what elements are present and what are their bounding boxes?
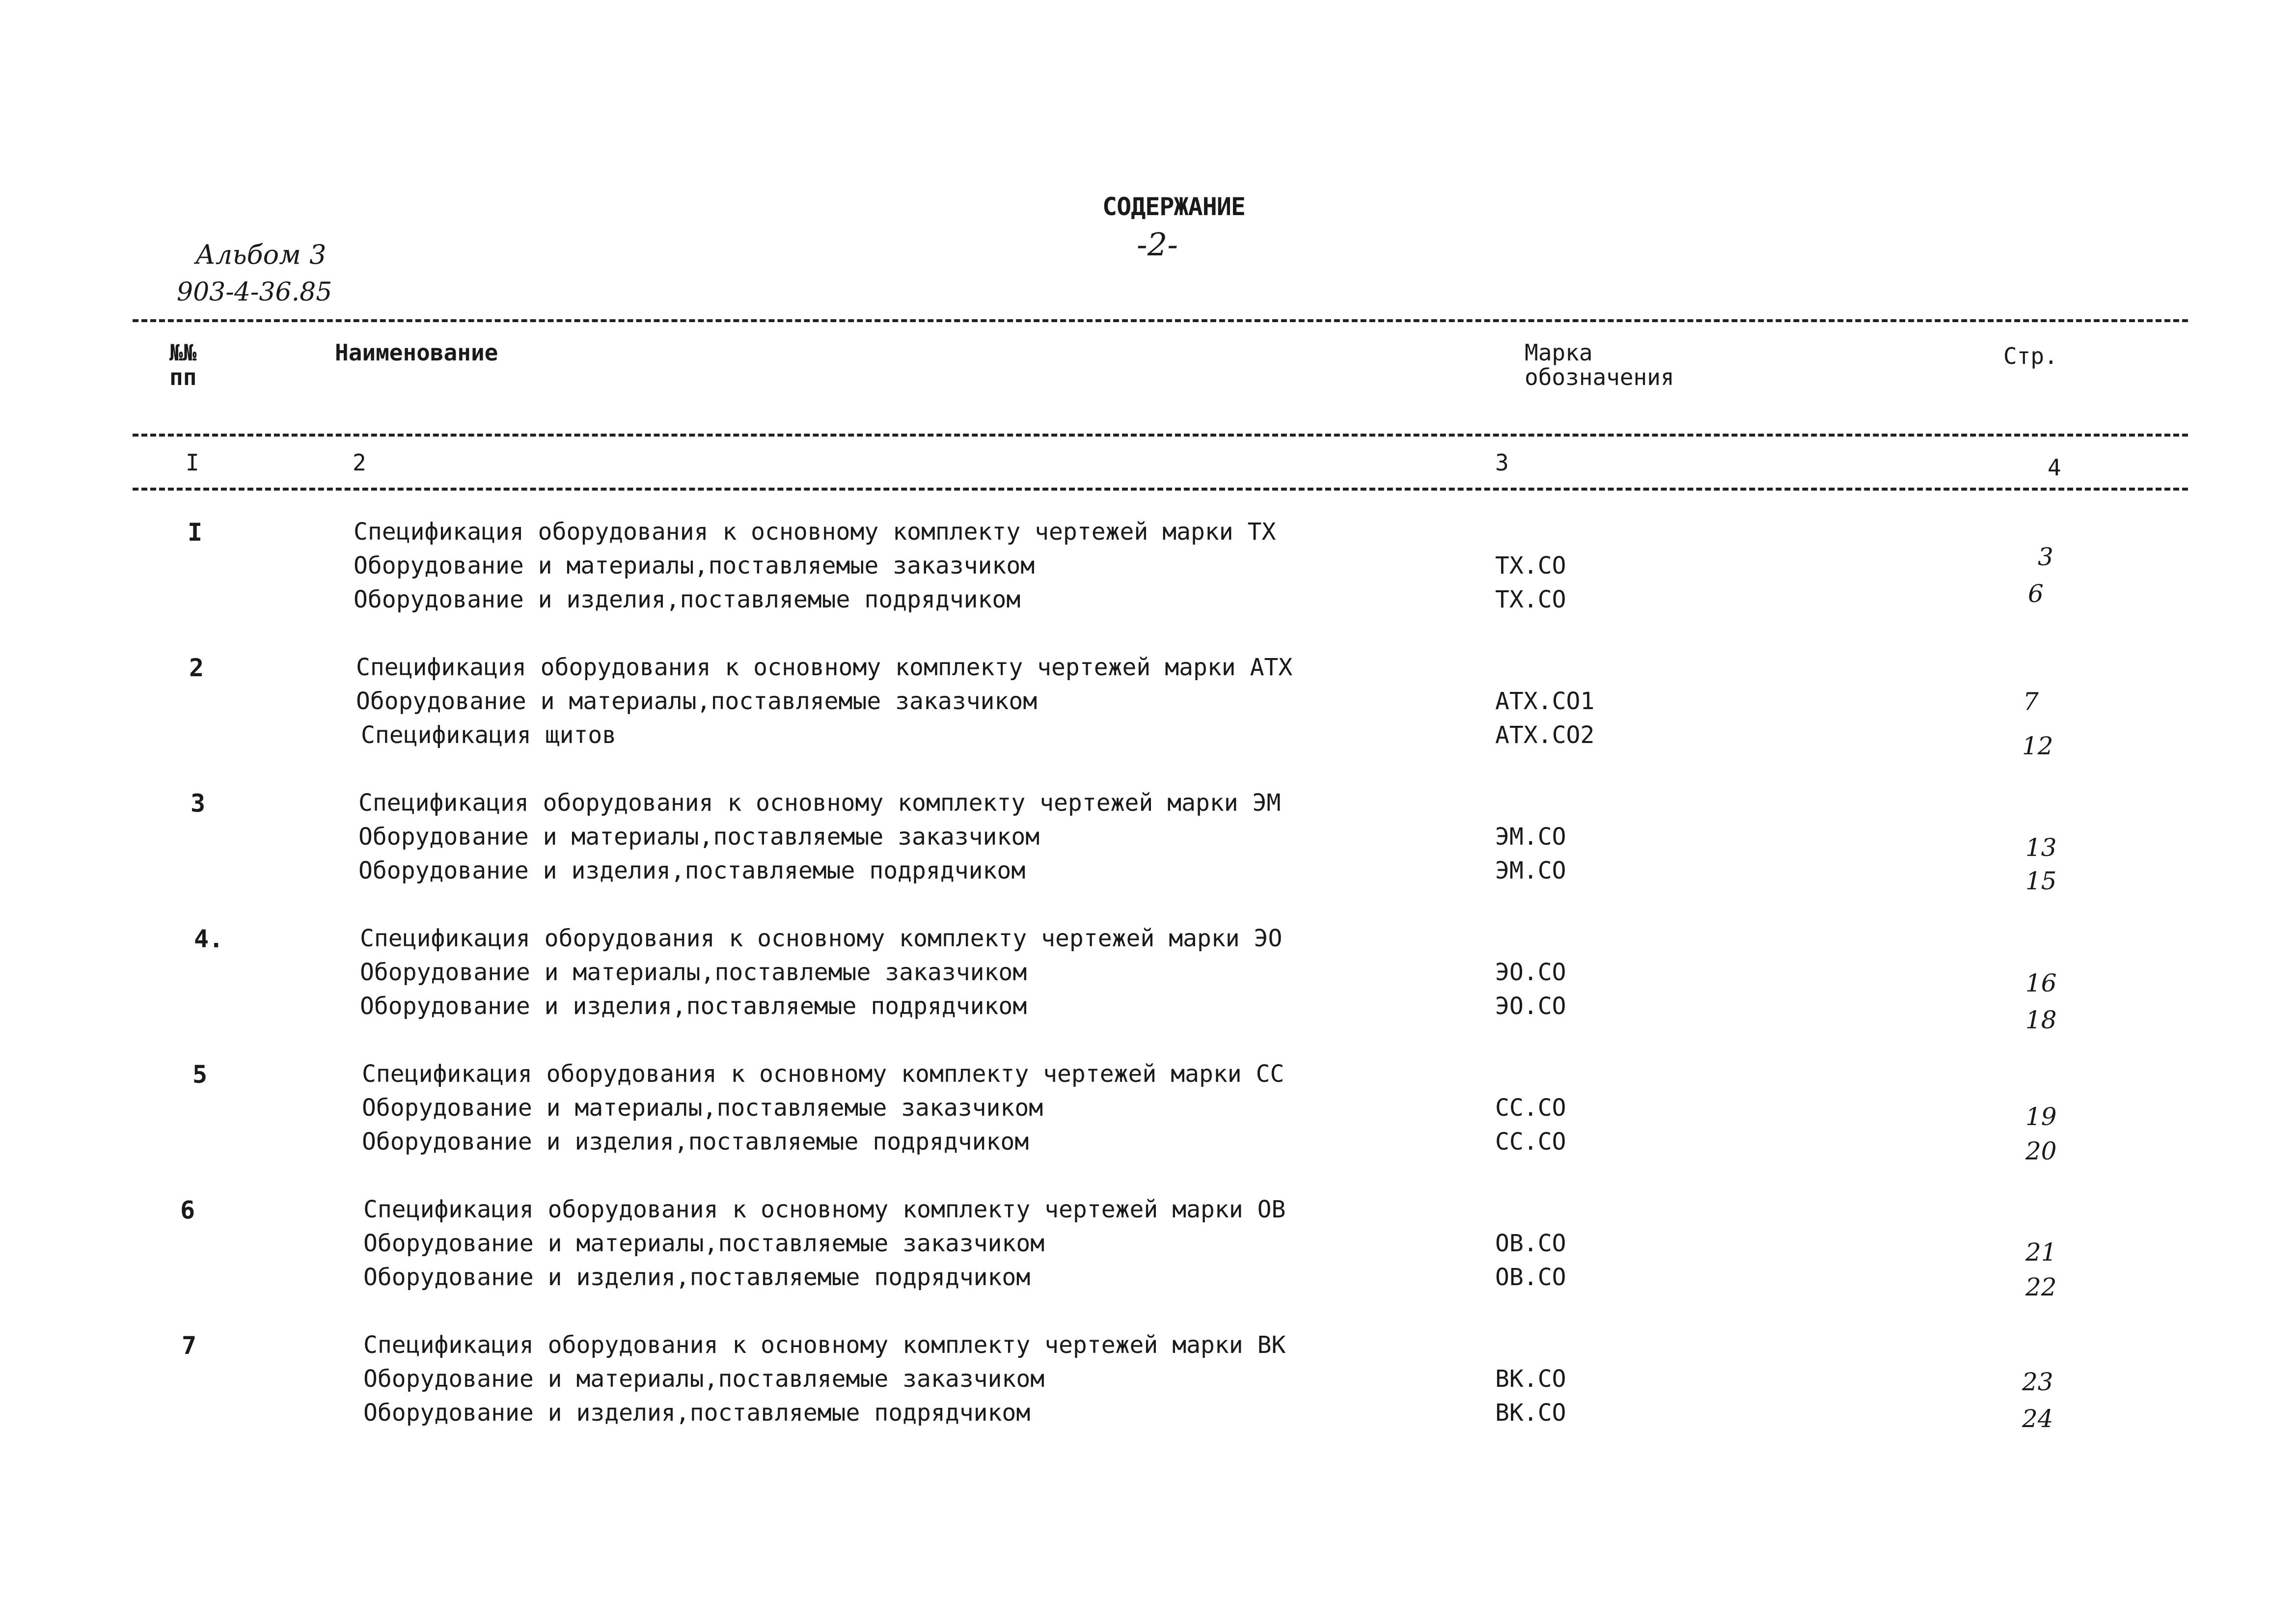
row-page: 22 (2025, 1273, 2057, 1301)
section-number: 5 (192, 1060, 208, 1089)
album-label: Альбом 3 (195, 239, 327, 270)
column-number: I (186, 449, 199, 476)
row-page: 20 (2025, 1137, 2057, 1165)
row-page: 6 (2028, 579, 2044, 608)
header-name: Наименование (335, 339, 498, 366)
header-mark: Марка обозначения (1525, 339, 1674, 390)
row-name: Оборудование и материалы,поставлемые заказчиком (360, 959, 1027, 986)
row-page: 13 (2025, 833, 2057, 862)
row-mark: ЭМ.СО (1495, 823, 1566, 851)
row-page: 3 (2038, 543, 2053, 571)
section-title: Спецификация оборудования к основному комплекту чертежей марки ТХ (354, 518, 1276, 546)
row-mark: ОВ.СО (1495, 1230, 1566, 1257)
row-mark: ОВ.СО (1495, 1264, 1566, 1291)
row-name: Оборудование и изделия,поставляемые подрядчиком (363, 1264, 1031, 1291)
column-number: 2 (353, 449, 366, 476)
section-title: Спецификация оборудования к основному комплекту чертежей марки ОВ (363, 1196, 1286, 1223)
row-name: Спецификация щитов (361, 721, 617, 749)
row-name: Оборудование и изделия,поставляемые подрядчиком (363, 1399, 1031, 1427)
section-title: Спецификация оборудования к основному комплекту чертежей марки СС (362, 1060, 1285, 1088)
header-num: №№ пп (169, 339, 197, 390)
row-mark: АТХ.СО1 (1495, 688, 1595, 715)
header-page: Стр. (2003, 343, 2058, 369)
section-title: Спецификация оборудования к основному комплекту чертежей марки ВК (363, 1331, 1286, 1359)
row-name: Оборудование и материалы,поставляемые заказчиком (358, 823, 1040, 851)
row-name: Оборудование и изделия,поставляемые подрядчиком (354, 586, 1021, 613)
row-mark: ЭМ.СО (1495, 857, 1566, 884)
row-mark: ВК.СО (1495, 1399, 1566, 1427)
row-page: 23 (2022, 1368, 2053, 1396)
row-page: 24 (2022, 1404, 2053, 1433)
section-number: 2 (189, 654, 204, 682)
row-name: Оборудование и изделия,поставляемые подрядчиком (358, 857, 1026, 884)
section-number: 4. (194, 925, 224, 953)
row-name: Оборудование и материалы,поставляемые заказчиком (362, 1094, 1043, 1122)
row-page: 7 (2023, 688, 2039, 716)
row-name: Оборудование и материалы,поставляемые заказчиком (356, 688, 1038, 715)
document-title: СОДЕРЖАНИЕ (1102, 193, 1246, 221)
row-mark: АТХ.СО2 (1495, 721, 1595, 749)
row-name: Оборудование и материалы,поставляемые заказчиком (354, 552, 1035, 579)
row-mark: ЭО.СО (1495, 992, 1566, 1020)
row-page: 12 (2022, 732, 2053, 760)
row-mark: ТХ.СО (1495, 586, 1566, 613)
row-name: Оборудование и изделия,поставляемые подрядчиком (360, 992, 1027, 1020)
row-mark: ЭО.СО (1495, 959, 1566, 986)
column-number: 3 (1495, 449, 1509, 476)
row-page: 19 (2025, 1102, 2057, 1131)
row-name: Оборудование и материалы,поставляемые заказчиком (363, 1365, 1045, 1393)
project-code: 903-4-36.85 (177, 277, 332, 307)
divider-colnum-bottom (133, 488, 2188, 491)
row-mark: ВК.СО (1495, 1365, 1566, 1393)
row-page: 21 (2025, 1238, 2057, 1266)
row-name: Оборудование и материалы,поставляемые заказчиком (363, 1230, 1045, 1257)
section-number: I (188, 518, 203, 547)
row-page: 18 (2025, 1006, 2057, 1034)
column-number: 4 (2048, 454, 2061, 481)
row-name: Оборудование и изделия,поставляемые подрядчиком (362, 1128, 1029, 1156)
row-mark: СС.СО (1495, 1128, 1566, 1156)
divider-top (133, 319, 2188, 322)
section-number: 7 (182, 1331, 197, 1360)
row-page: 16 (2025, 969, 2057, 997)
row-mark: СС.СО (1495, 1094, 1566, 1122)
row-mark: ТХ.СО (1495, 552, 1566, 579)
section-title: Спецификация оборудования к основному комплекту чертежей марки АТХ (356, 654, 1293, 681)
page-number: -2- (1137, 227, 1178, 263)
section-number: 6 (180, 1196, 195, 1224)
divider-header-bottom (133, 434, 2188, 437)
section-title: Спецификация оборудования к основному комплекту чертежей марки ЭО (360, 925, 1283, 952)
section-title: Спецификация оборудования к основному комплекту чертежей марки ЭМ (358, 789, 1281, 817)
row-page: 15 (2025, 867, 2057, 895)
section-number: 3 (191, 789, 206, 818)
